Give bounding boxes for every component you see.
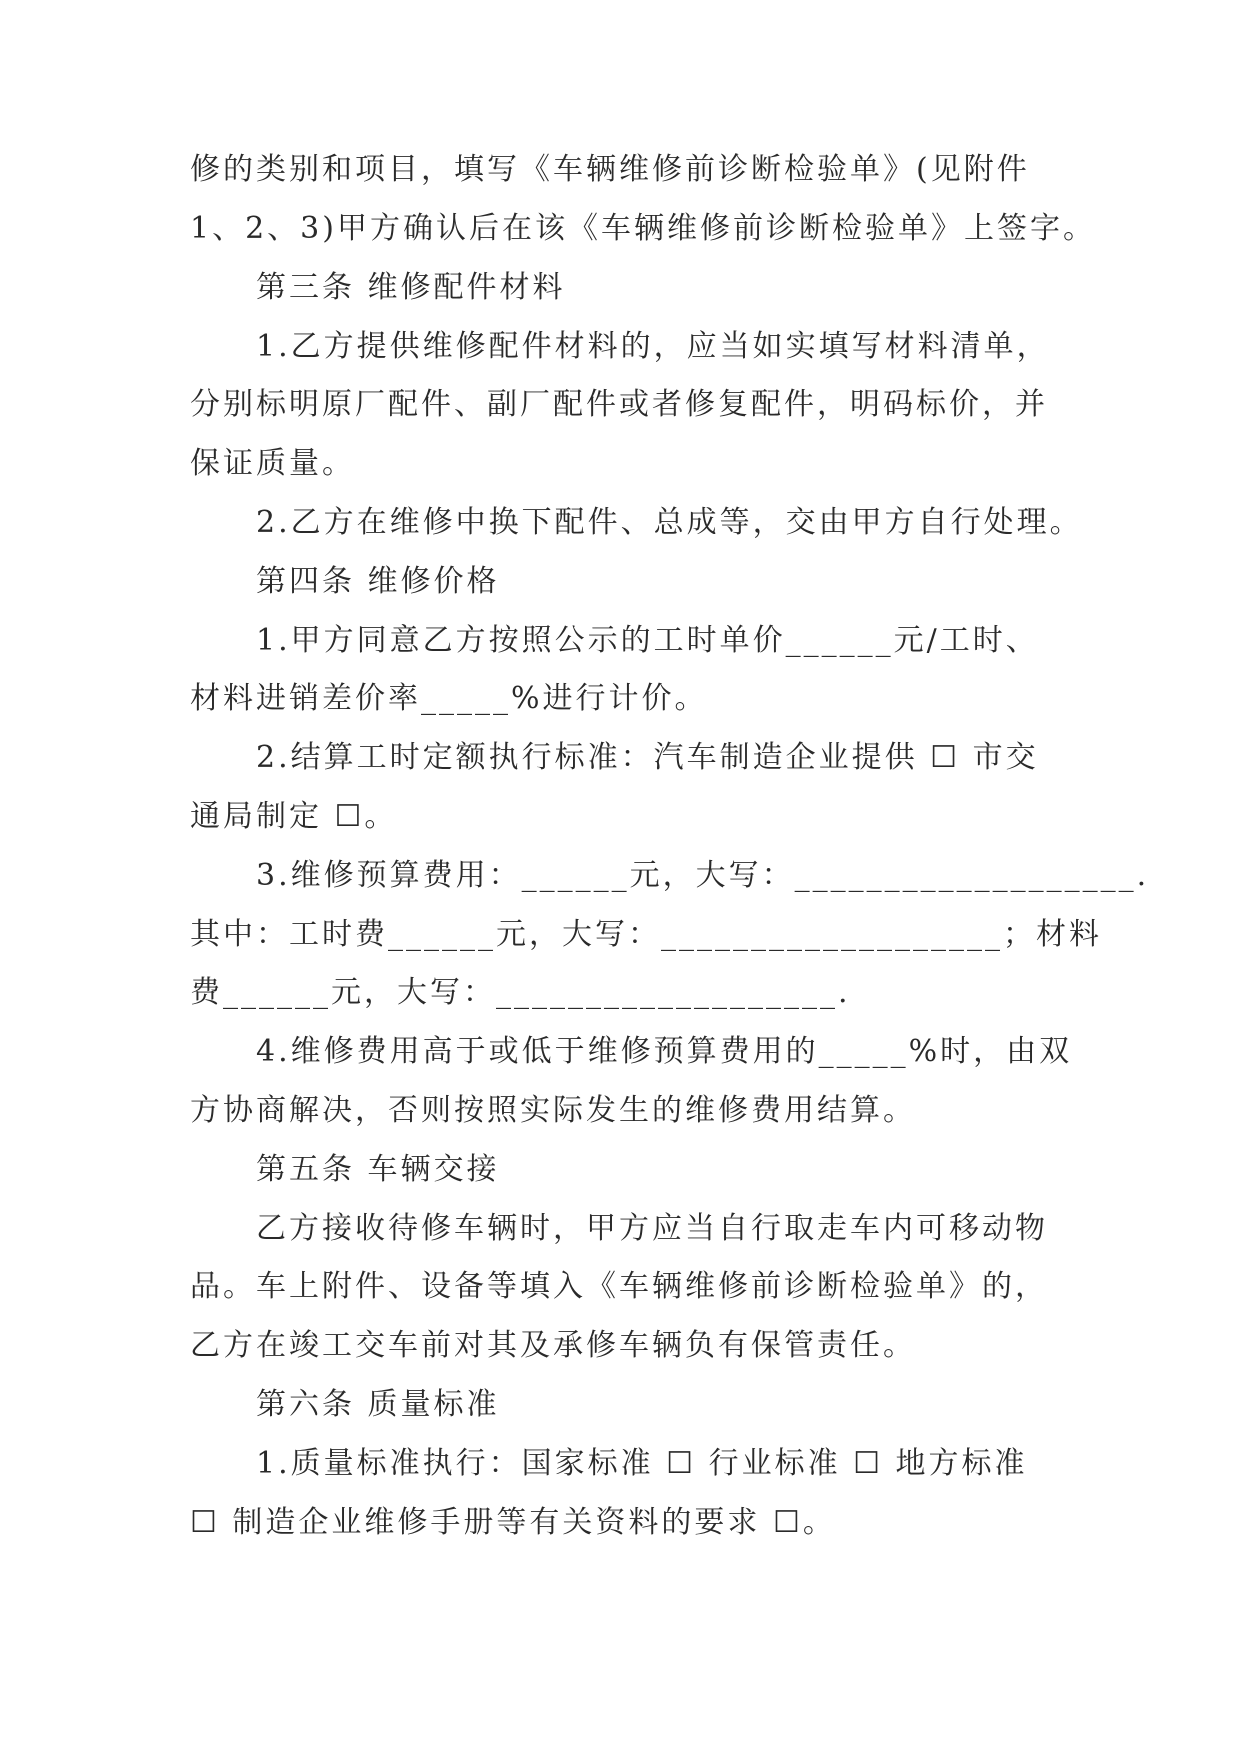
paragraph-line: 其中：工时费______元，大写：___________________；材料 <box>190 917 1102 952</box>
paragraph-line: ☐ 制造企业维修手册等有关资料的要求 ☐。 <box>190 1505 836 1540</box>
section-heading: 第四条 维修价格 <box>256 564 500 599</box>
paragraph-line: 1.质量标准执行：国家标准 ☐ 行业标准 ☐ 地方标准 <box>256 1446 1028 1481</box>
paragraph-line: 3.维修预算费用：______元，大写：___________________. <box>256 858 1150 893</box>
paragraph-line: 保证质量。 <box>190 446 355 481</box>
paragraph-line: 2.结算工时定额执行标准：汽车制造企业提供 ☐ 市交 <box>256 740 1039 775</box>
section-heading: 第六条 质量标准 <box>256 1387 500 1422</box>
paragraph-line: 修的类别和项目，填写《车辆维修前诊断检验单》(见附件 <box>190 152 1030 187</box>
paragraph-line: 材料进销差价率_____%进行计价。 <box>190 681 708 716</box>
section-heading: 第五条 车辆交接 <box>256 1152 500 1187</box>
paragraph-line: 通局制定 ☐。 <box>190 799 398 834</box>
paragraph-line: 4.维修费用高于或低于维修预算费用的_____%时，由双 <box>256 1034 1073 1069</box>
paragraph-line: 1.甲方同意乙方按照公示的工时单价______元/工时、 <box>256 623 1039 658</box>
paragraph-line: 2.乙方在维修中换下配件、总成等，交由甲方自行处理。 <box>256 505 1083 540</box>
paragraph-line: 乙方接收待修车辆时，甲方应当自行取走车内可移动物 <box>256 1211 1048 1246</box>
paragraph-line: 费______元，大写：___________________. <box>190 975 851 1010</box>
section-heading: 第三条 维修配件材料 <box>256 270 566 305</box>
paragraph-line: 分别标明原厂配件、副厂配件或者修复配件，明码标价，并 <box>190 387 1048 422</box>
paragraph-line: 方协商解决，否则按照实际发生的维修费用结算。 <box>190 1093 916 1128</box>
paragraph-line: 品。车上附件、设备等填入《车辆维修前诊断检验单》的， <box>190 1269 1048 1304</box>
paragraph-line: 1.乙方提供维修配件材料的，应当如实填写材料清单， <box>256 329 1050 364</box>
paragraph-line: 乙方在竣工交车前对其及承修车辆负有保管责任。 <box>190 1328 916 1363</box>
paragraph-line: 1、2、3)甲方确认后在该《车辆维修前诊断检验单》上签字。 <box>190 211 1096 246</box>
